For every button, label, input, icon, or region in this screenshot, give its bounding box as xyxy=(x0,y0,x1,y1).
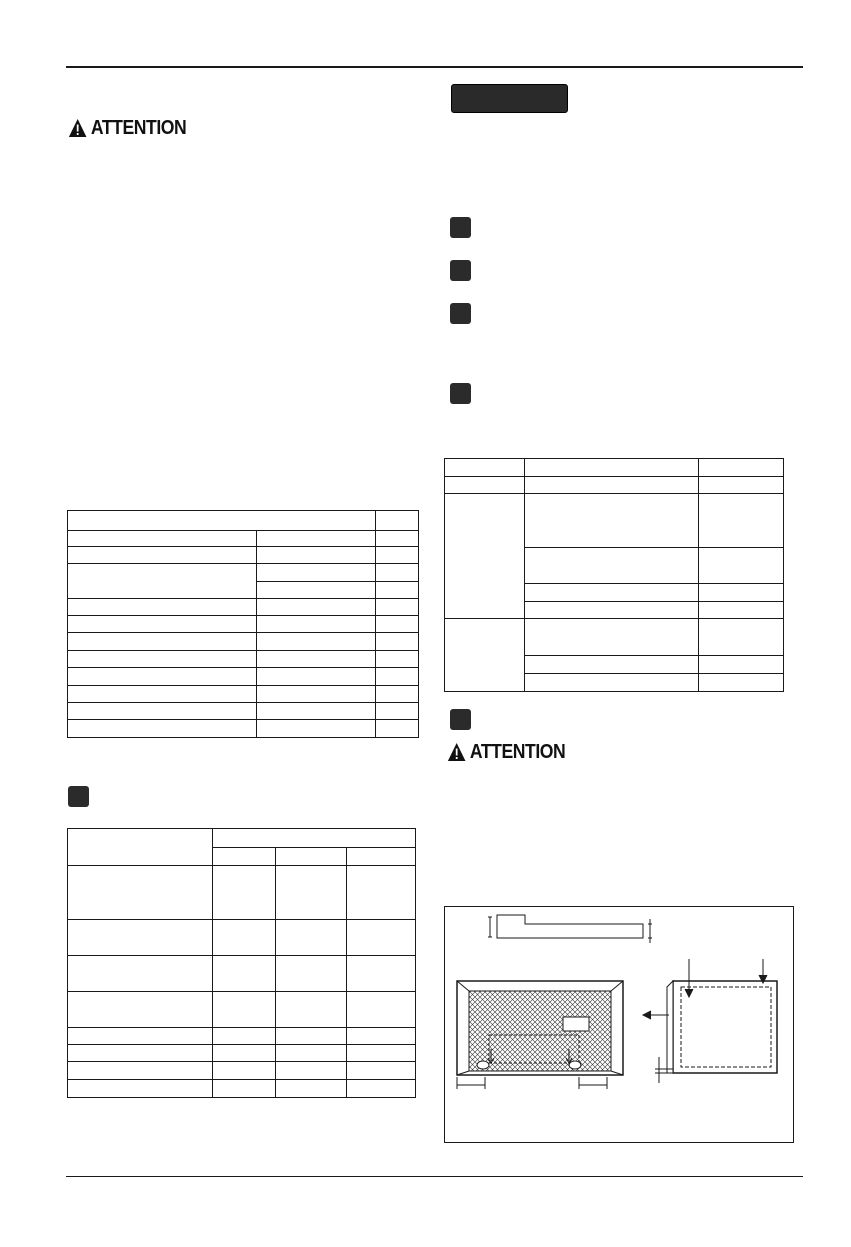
mounting-diagram-drawing xyxy=(445,907,793,1142)
step-marker-3-icon xyxy=(450,303,471,324)
attention-heading-left xyxy=(68,118,186,138)
side-profile xyxy=(488,915,652,943)
attention-heading-right xyxy=(447,742,565,762)
attention-label: ATTENTION xyxy=(469,741,566,763)
filled-square-icon xyxy=(450,709,471,730)
section-label-tab xyxy=(451,84,568,113)
mounting-diagram xyxy=(444,906,794,1143)
warning-triangle-icon xyxy=(68,118,87,138)
footer-rule xyxy=(66,1176,803,1177)
header-rule xyxy=(66,66,803,68)
step-marker-1-icon xyxy=(450,217,471,238)
step-marker-2-icon xyxy=(450,260,471,281)
spec-table-1 xyxy=(67,510,419,738)
warning-triangle-icon xyxy=(447,742,466,762)
side-view xyxy=(643,959,777,1083)
filled-square-icon xyxy=(68,786,89,807)
spec-table-3 xyxy=(444,458,784,692)
step-marker-4-icon xyxy=(450,383,471,404)
attention-label: ATTENTION xyxy=(90,117,187,139)
front-view xyxy=(457,981,623,1089)
spec-table-2 xyxy=(67,828,416,1098)
